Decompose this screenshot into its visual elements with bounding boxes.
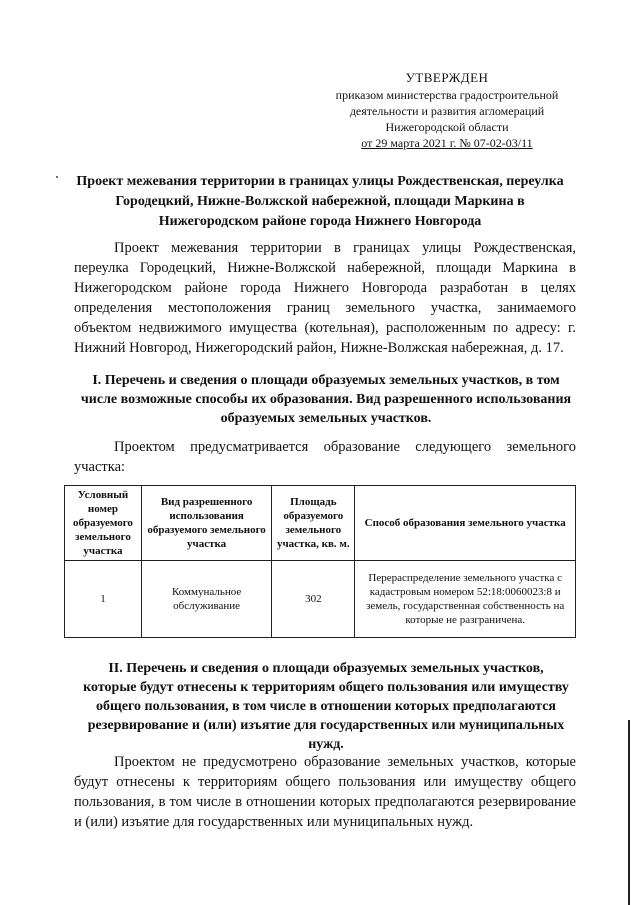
section-2-paragraph: Проектом не предусмотрено образование земельных участков, которые будут отнесены к территориям общего пользования или имуществу общего пользования, в том числе в отношении которых предполагаются резервирование и (или) изъятие для государственных или муниципальных нужд.: [74, 754, 576, 830]
approval-heading: УТВЕРЖДЕН: [405, 70, 489, 85]
table-header-row: [65, 486, 576, 561]
table-row: [65, 561, 576, 638]
cell-plot-number: 1: [65, 561, 142, 638]
header-permitted-use: Вид разрешенного использования образуемого земельного участка: [141, 486, 271, 561]
cell-formation-method: Перераспределение земельного участка с кадастровым номером 52:18:0060023:8 и земель, государственная собственность на которые не разграничена.: [355, 561, 576, 638]
header-area: Площадь образуемого земельного участка, кв. м.: [272, 486, 355, 561]
approval-stamp: [318, 70, 576, 151]
scan-edge-line: [628, 720, 630, 905]
approval-date: от 29 марта 2021 г. № 07-02-03/11: [361, 136, 533, 150]
intro-paragraph: Проект межевания территории в границах улицы Рождественская, переулка Городецкий, Нижне-Волжской набережной, площади Маркина в Нижегородском районе города Нижнего Новгорода разработан в целях определения местоположения границ земельного участка, занимаемого объектом недвижимого имущества (котельная), расположенным по адресу: г. Нижний Новгород, Нижегородский район, Нижне-Волжская набережная, д. 17.: [74, 240, 576, 356]
approval-line-1: приказом министерства градостроительной: [335, 88, 559, 102]
header-formation-method: Способ образования земельного участка: [355, 486, 576, 561]
approval-line-3: Нижегородской области: [385, 120, 509, 134]
cell-permitted-use: Коммунальное обслуживание: [141, 561, 271, 638]
section-1-heading: I. Перечень и сведения о площади образуемых земельных участков, в том числе возможные способы их образования. Вид разрешенного использования образуемых земельных участков.: [80, 373, 572, 426]
approval-line-2: деятельности и развития агломераций: [349, 104, 545, 118]
land-plots-table: [64, 485, 576, 638]
cell-area: 302: [272, 561, 355, 638]
document-title: Проект межевания территории в границах улицы Рождественская, переулка Городецкий, Нижне-Волжской набережной, площади Маркина в Нижегородском районе города Нижнего Новгорода: [76, 174, 564, 229]
section-1-paragraph: Проектом предусматривается образование следующего земельного участка:: [74, 439, 576, 475]
section-2-heading: II. Перечень и сведения о площади образуемых земельных участков, которые будут отнесены к территориям общего пользования или имуществу общего пользования, в том числе в отношении которых предполагаются резервирование и (или) изъятие для государственных или муниципальных нужд.: [83, 661, 569, 752]
header-plot-number: Условный номер образуемого земельного участка: [65, 486, 142, 561]
scan-speck: [56, 176, 58, 178]
